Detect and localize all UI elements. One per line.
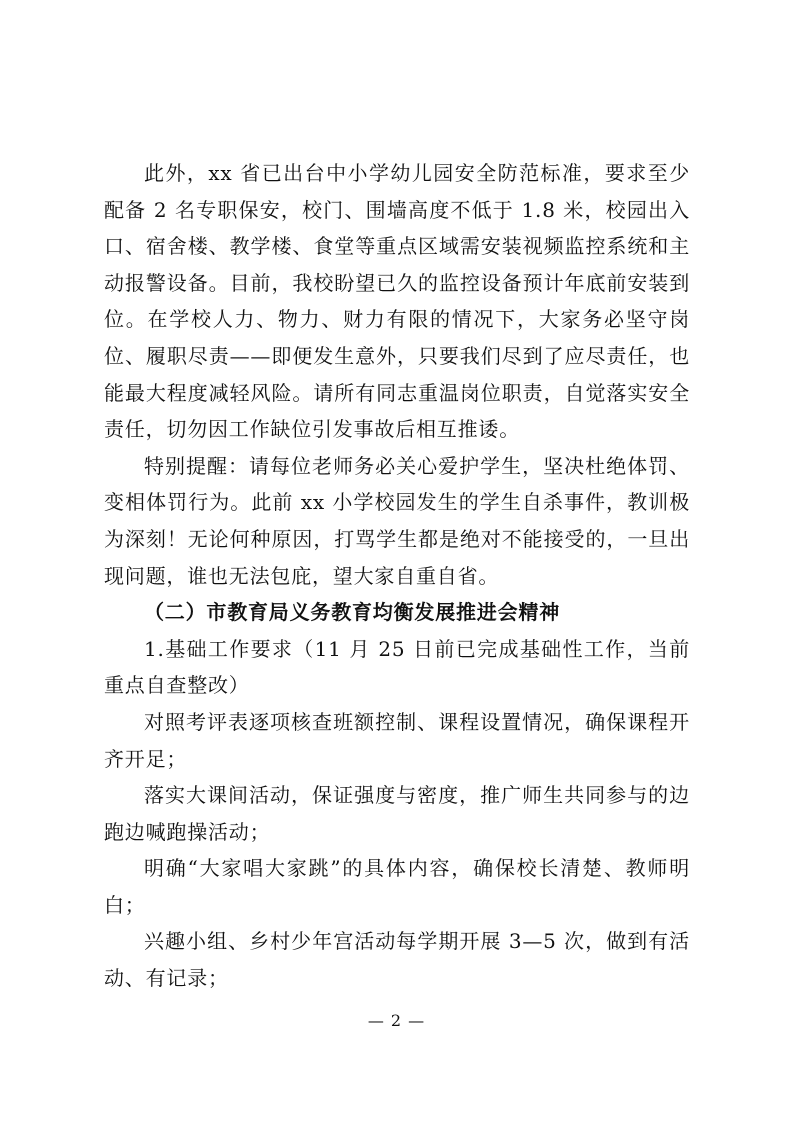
section-heading: （二）市教育局义务教育均衡发展推进会精神 [144,600,560,625]
paragraph-security-standards: 此外，xx 省已出台中小学幼儿园安全防范标准，要求至少配备 2 名专职保安，校门、围墙高度不低于 1.8 米，校园出入口、宿舍楼、教学楼、食堂等重点区域需安装视频监控系统和主动报警设备。目前，我校盼望已久的监控设备预计年底前安装到位。在学校人力、物力、财力有限的情况下，大家务必坚守岗位、履职尽责——即便发生意外，只要我们尽到了应尽责任，也能最大程度减轻风险。请所有同志重温岗位职责，自觉落实安全责任，切勿因工作缺位引发事故后相互推诿。 [104,161,690,442]
page-number: — 2 — [367,1011,426,1030]
item-sing-dance: 明确“大家唱大家跳”的具体内容，确保校长清楚、教师明白； [104,856,690,917]
subsection-basic-requirements: 1.基础工作要求（11 月 25 日前已完成基础性工作，当前重点自查整改） [104,636,690,698]
document-body [104,155,690,997]
item-recess-activities: 落实大课间活动，保证强度与密度，推广师生共同参与的边跑边喊跑操活动； [104,783,690,844]
item-class-size-curriculum: 对照考评表逐项核查班额控制、课程设置情况，确保课程开齐开足； [104,709,690,771]
paragraph-special-reminder: 特别提醒：请每位老师务必关心爱护学生，坚决杜绝体罚、变相体罚行为。此前 xx 小学校园发生的学生自杀事件，教训极为深刻！无论何种原因，打骂学生都是绝对不能接受的，一旦出现问题，谁也无法包庇，望大家自重自省。 [104,453,690,588]
item-interest-groups: 兴趣小组、乡村少年宫活动每学期开展 3—5 次，做到有活动、有记录； [104,929,690,991]
